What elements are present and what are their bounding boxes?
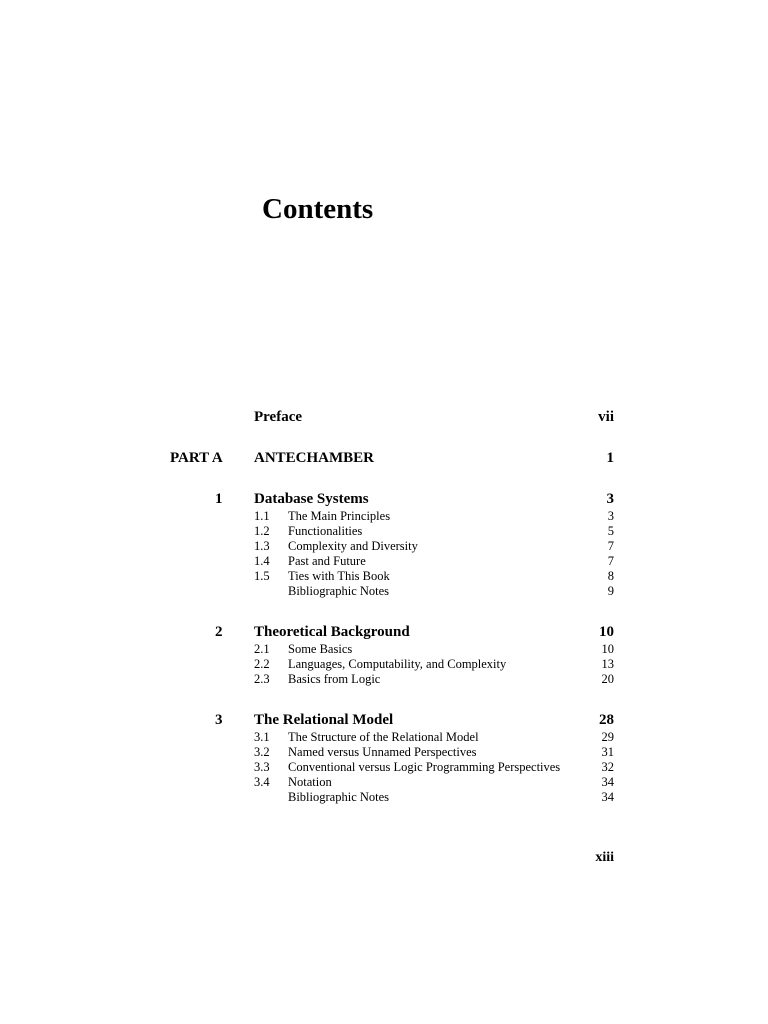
toc-section[interactable] xyxy=(0,554,768,569)
section-page: 3 xyxy=(607,509,614,523)
section-page: 32 xyxy=(601,760,614,774)
section-number: 1.3 xyxy=(254,539,270,553)
section-title: Functionalities xyxy=(288,524,363,538)
part-page: 1 xyxy=(606,450,614,466)
part-title: ANTECHAMBER xyxy=(254,450,375,466)
toc-section[interactable] xyxy=(0,775,768,790)
section-page: 10 xyxy=(601,642,614,656)
toc-section[interactable] xyxy=(0,672,768,687)
section-page: 34 xyxy=(601,790,614,804)
section-page: 29 xyxy=(601,730,614,744)
section-number: 2.3 xyxy=(254,672,270,686)
section-page: 8 xyxy=(607,569,614,583)
toc-section[interactable] xyxy=(0,760,768,775)
part-label: PART A xyxy=(170,450,223,466)
section-title: Bibliographic Notes xyxy=(288,790,390,804)
chapter-title: The Relational Model xyxy=(254,712,394,728)
section-number: 1.2 xyxy=(254,524,270,538)
section-title: Ties with This Book xyxy=(288,569,390,583)
chapter-number: 1 xyxy=(215,491,223,507)
toc-section[interactable] xyxy=(0,642,768,657)
section-number: 3.4 xyxy=(254,775,270,789)
section-page: 7 xyxy=(607,554,614,568)
toc-section[interactable] xyxy=(0,730,768,745)
toc-section[interactable] xyxy=(0,524,768,539)
toc-chapter-1[interactable] xyxy=(0,490,768,508)
section-number: 3.3 xyxy=(254,760,270,774)
section-page: 13 xyxy=(601,657,614,671)
chapter-page: 28 xyxy=(599,712,614,728)
section-page: 34 xyxy=(601,775,614,789)
page-number: xiii xyxy=(595,850,614,865)
section-title: Bibliographic Notes xyxy=(288,584,390,598)
toc-section[interactable] xyxy=(0,745,768,760)
toc-chapter-2[interactable] xyxy=(0,623,768,641)
section-title: Complexity and Diversity xyxy=(288,539,418,553)
chapter-number: 2 xyxy=(215,624,223,640)
preface-title: Preface xyxy=(254,409,303,425)
toc-section[interactable] xyxy=(0,657,768,672)
toc-section[interactable] xyxy=(0,790,768,805)
chapter-title: Theoretical Background xyxy=(254,624,410,640)
section-title: Languages, Computability, and Complexity xyxy=(288,657,507,671)
toc-section[interactable] xyxy=(0,539,768,554)
chapter-page: 10 xyxy=(599,624,614,640)
section-title: Named versus Unnamed Perspectives xyxy=(288,745,477,759)
section-page: 7 xyxy=(607,539,614,553)
section-page: 5 xyxy=(607,524,614,538)
section-number: 2.2 xyxy=(254,657,270,671)
section-number: 3.1 xyxy=(254,730,270,744)
section-title: Basics from Logic xyxy=(288,672,381,686)
page-title: Contents xyxy=(262,193,374,225)
toc-preface[interactable] xyxy=(0,408,768,426)
section-number: 3.2 xyxy=(254,745,270,759)
section-title: Past and Future xyxy=(288,554,366,568)
section-title: The Main Principles xyxy=(288,509,391,523)
section-page: 31 xyxy=(601,745,614,759)
section-title: Some Basics xyxy=(288,642,353,656)
section-title: The Structure of the Relational Model xyxy=(288,730,479,744)
toc-chapter-3[interactable] xyxy=(0,711,768,729)
chapter-title: Database Systems xyxy=(254,491,369,507)
section-number: 1.5 xyxy=(254,569,270,583)
toc-part-a[interactable] xyxy=(0,449,768,467)
section-number: 1.1 xyxy=(254,509,270,523)
toc-section[interactable] xyxy=(0,584,768,599)
section-title: Conventional versus Logic Programming Perspectives xyxy=(288,760,561,774)
toc-section[interactable] xyxy=(0,569,768,584)
section-number: 1.4 xyxy=(254,554,270,568)
section-title: Notation xyxy=(288,775,332,789)
chapter-page: 3 xyxy=(606,491,614,507)
section-page: 9 xyxy=(607,584,614,598)
section-number: 2.1 xyxy=(254,642,270,656)
chapter-number: 3 xyxy=(215,712,223,728)
preface-page: vii xyxy=(598,409,614,425)
toc-section[interactable] xyxy=(0,509,768,524)
section-page: 20 xyxy=(601,672,614,686)
